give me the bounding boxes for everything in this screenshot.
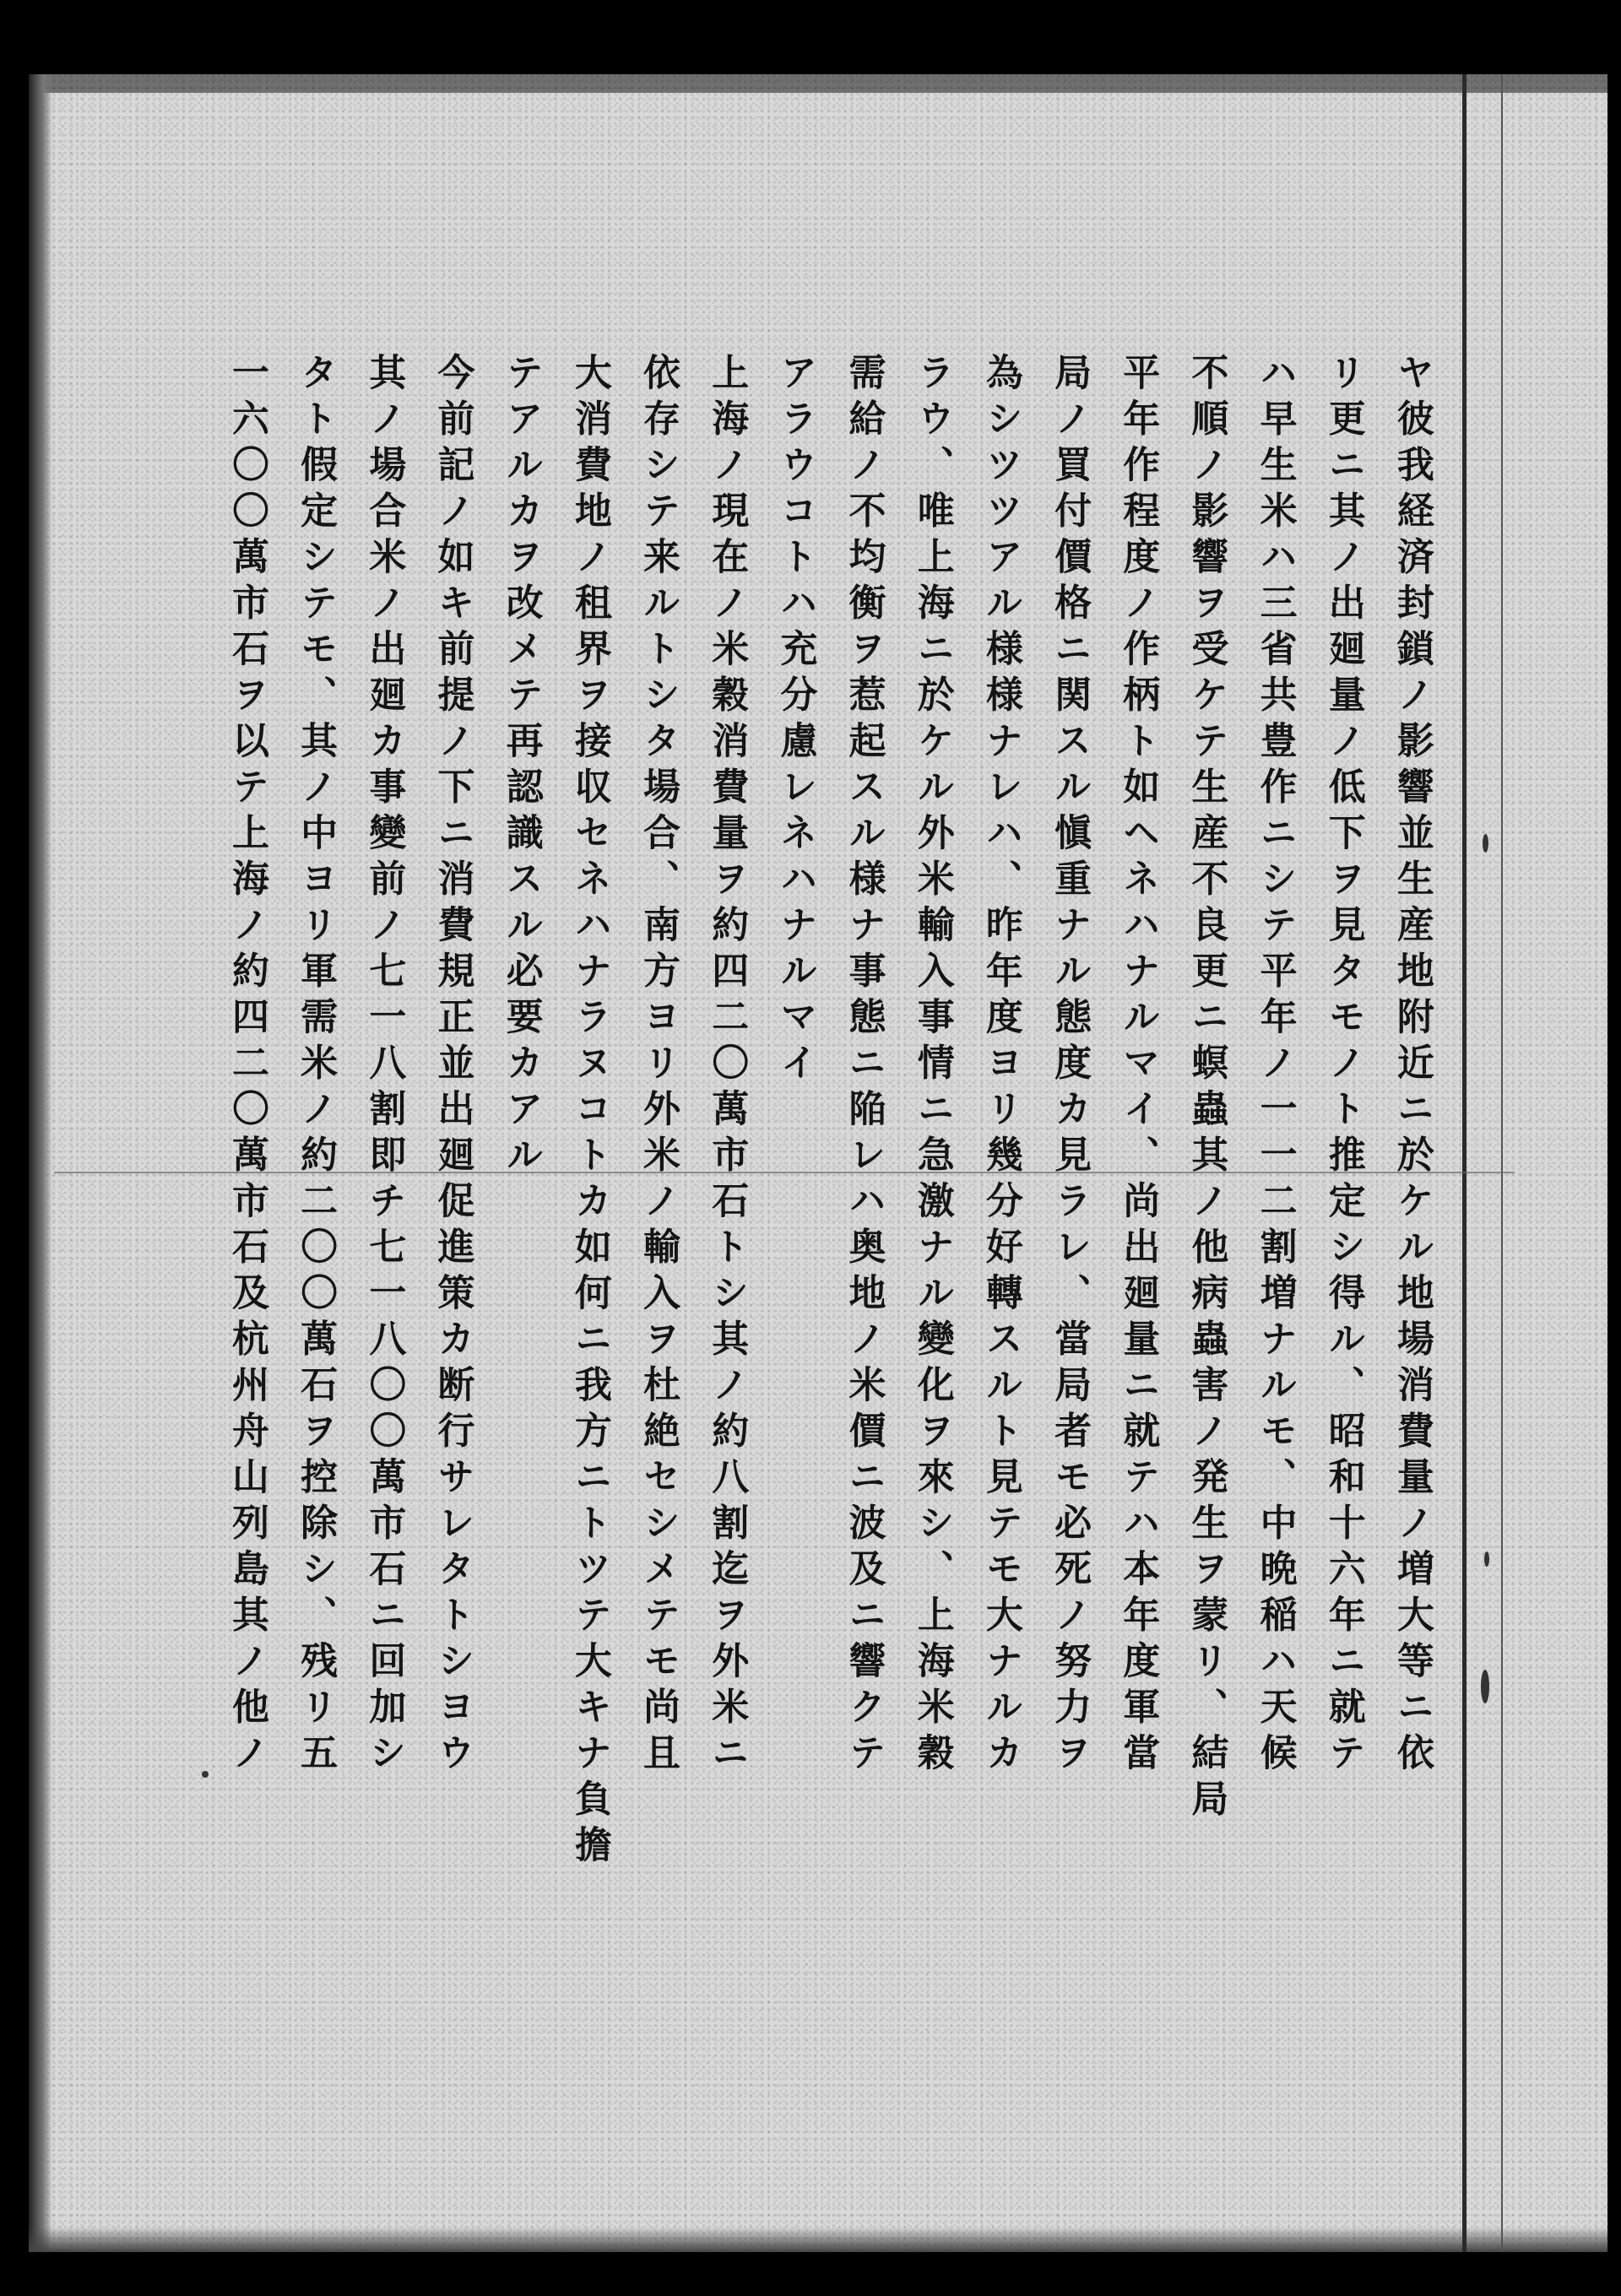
text-column-8: ラウ、唯上海ニ於ケル外米輸入事情ニ急激ナル變化ヲ來シ、上海米穀 <box>910 353 954 1779</box>
text-column-11: 上海ノ現在ノ米穀消費量ヲ約四二〇萬市石トシ其ノ約八割迄ヲ外米ニ <box>705 353 749 1779</box>
text-column-18: 一六〇〇萬市石ヲ以テ上海ノ約四二〇萬市石及杭州舟山列島其ノ他ノ <box>225 353 268 1779</box>
text-column-1: ヤ彼我経済封鎖ノ影響並生産地附近ニ於ケル地場消費量ノ増大等ニ依 <box>1390 353 1434 1779</box>
page-top-edge <box>29 74 1607 93</box>
ink-blot <box>1483 834 1488 853</box>
text-column-12: 依存シテ来ルトシタ場合、南方ヨリ外米ノ輸入ヲ杜絶セシメテモ尚且 <box>637 353 680 1779</box>
text-column-14: テアルカヲ改メテ再認識スル必要カアル <box>499 353 543 1181</box>
binding-rule-line <box>1462 74 1466 2252</box>
text-column-13: 大消費地ノ租界ヲ接収セネハナラヌコトカ如何ニ我方ニトツテ大キナ負擔 <box>567 353 611 1871</box>
text-column-17: タト假定シテモ、其ノ中ヨリ軍需米ノ約二〇〇萬石ヲ控除シ、残リ五 <box>294 353 338 1779</box>
text-column-3: ハ早生米ハ三省共豊作ニシテ平年ノ一一二割増ナルモ、中晩稲ハ天候 <box>1253 353 1297 1779</box>
ink-blot <box>1484 1551 1489 1567</box>
text-column-10: アラウコトハ充分慮レネハナルマイ <box>773 353 817 1089</box>
vertical-text-body <box>221 353 1437 2168</box>
text-column-7: 為シツツアル様様ナレハ、昨年度ヨリ幾分好轉スルト見テモ大ナルカ <box>979 353 1022 1779</box>
ink-blot <box>202 1771 209 1778</box>
text-column-15: 今前記ノ如キ前提ノ下ニ消費規正並出廻促進策カ断行サレタトシヨウ <box>431 353 474 1779</box>
text-column-16: 其ノ場合米ノ出廻カ事變前ノ七一八割即チ七一八〇〇萬市石ニ回加シ <box>362 353 406 1779</box>
text-column-4: 不順ノ影響ヲ受ケテ生産不良更ニ螟蟲其ノ他病蟲害ノ発生ヲ蒙リ、結局 <box>1185 353 1228 1825</box>
text-column-6: 局ノ買付價格ニ関スル愼重ナル態度カ見ラレ、當局者モ必死ノ努力ヲ <box>1048 353 1092 1779</box>
text-column-5: 平年作程度ノ作柄ト如ヘネハナルマイ、尚出廻量ニ就テハ本年度軍當 <box>1116 353 1160 1779</box>
text-column-9: 需給ノ不均衡ヲ惹起スル様ナ事態ニ陥レハ奥地ノ米價ニ波及ニ響クテ <box>842 353 886 1779</box>
page-left-edge <box>29 74 52 2252</box>
ink-blot <box>1481 1670 1489 1703</box>
text-column-2: リ更ニ其ノ出廻量ノ低下ヲ見タモノト推定シ得ル、昭和十六年ニ就テ <box>1321 353 1365 1779</box>
document-page <box>29 74 1607 2252</box>
binding-rule-line-secondary <box>1501 74 1503 2252</box>
page-bottom-edge <box>29 2227 1607 2252</box>
